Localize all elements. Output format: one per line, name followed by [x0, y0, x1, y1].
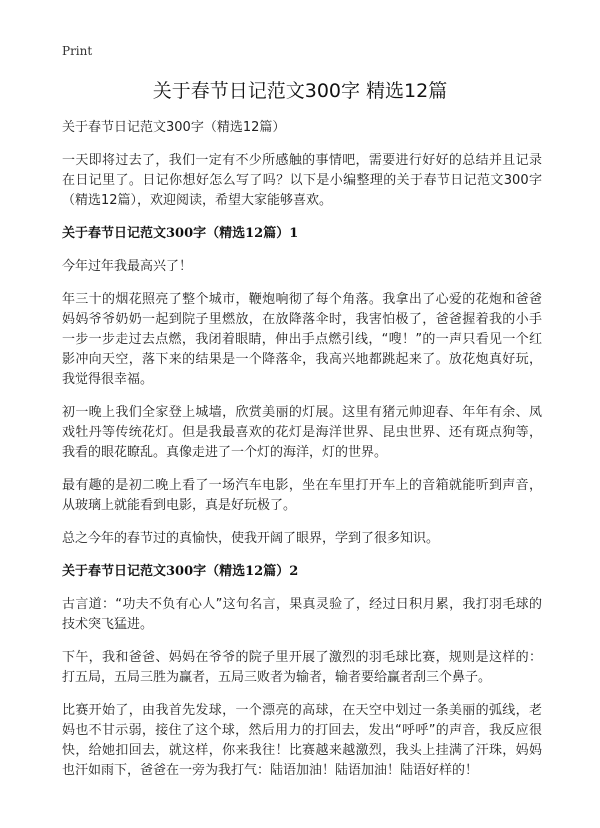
section-1-paragraph: 年三十的烟花照亮了整个城市，鞭炮响彻了每个角落。我拿出了心爱的花炮和爸爸妈妈爷爷奶奶一起到院子里燃放，在放降落伞时，我害怕极了，爸爸握着我的小手一步一步走过去点燃，我闭着眼睛，伸出手点燃引线，“嗖！”的一声只看见一个红影冲向天空，落下来的结果是一个降落伞，我高兴地都跳起来了。放花炮真好玩，我觉得很幸福。	[62, 292, 542, 387]
article-subtitle: 关于春节日记范文300字（精选12篇）	[62, 120, 286, 135]
section-2-paragraph: 古言道：“功夫不负有心人”这句名言，果真灵验了，经过日积月累，我打羽毛球的技术突飞猛进。	[62, 597, 542, 632]
section-1-paragraph: 总之今年的春节过的真愉快，使我开阔了眼界，学到了很多知识。	[62, 531, 440, 546]
section-1-paragraph: 今年过年我最高兴了！	[62, 259, 193, 274]
print-link[interactable]: Print	[62, 44, 93, 58]
article-intro: 一天即将过去了，我们一定有不少所感触的事情吧，需要进行好好的总结并且记录在日记里了。日记你想好怎么写了吗？以下是小编整理的关于春节日记范文300字（精选12篇），欢迎阅读，希望大家能够喜欢。	[62, 153, 542, 208]
section-heading-2: 关于春节日记范文300字（精选12篇）2	[62, 564, 299, 579]
article-body	[62, 118, 542, 794]
section-heading-1: 关于春节日记范文300字（精选12篇）1	[62, 226, 299, 241]
section-2-paragraph: 比赛开始了，由我首先发球，一个漂亮的高球，在天空中划过一条美丽的弧线，老妈也不甘示弱，接住了这个球，然后用力的打回去，发出“呼呼”的声音，我反应很快，给她扣回去，就这样，你来我往！比赛越来越激烈，我头上挂满了汗珠，妈妈也汗如雨下，爸爸在一旁为我打气：陆语加油！陆语加油！陆语好样的！	[62, 703, 542, 778]
section-2-paragraph: 下午，我和爸爸、妈妈在爷爷的院子里开展了激烈的羽毛球比赛，规则是这样的：打五局，五局三胜为赢者，五局三败者为输者，输者要给赢者刮三个鼻子。	[62, 650, 542, 685]
section-1-paragraph: 最有趣的是初二晚上看了一场汽车电影，坐在车里打开车上的音箱就能听到声音，从玻璃上就能看到电影，真是好玩极了。	[62, 478, 542, 513]
section-1-paragraph: 初一晚上我们全家登上城墙，欣赏美丽的灯展。这里有猪元帅迎春、年年有余、凤戏牡丹等传统花灯。但是我最喜欢的花灯是海洋世界、昆虫世界、还有斑点狗等，我看的眼花瞭乱。真像走进了一个灯的海洋，灯的世界。	[62, 405, 542, 460]
page-title: 关于春节日记范文300字 精选12篇	[152, 80, 448, 102]
